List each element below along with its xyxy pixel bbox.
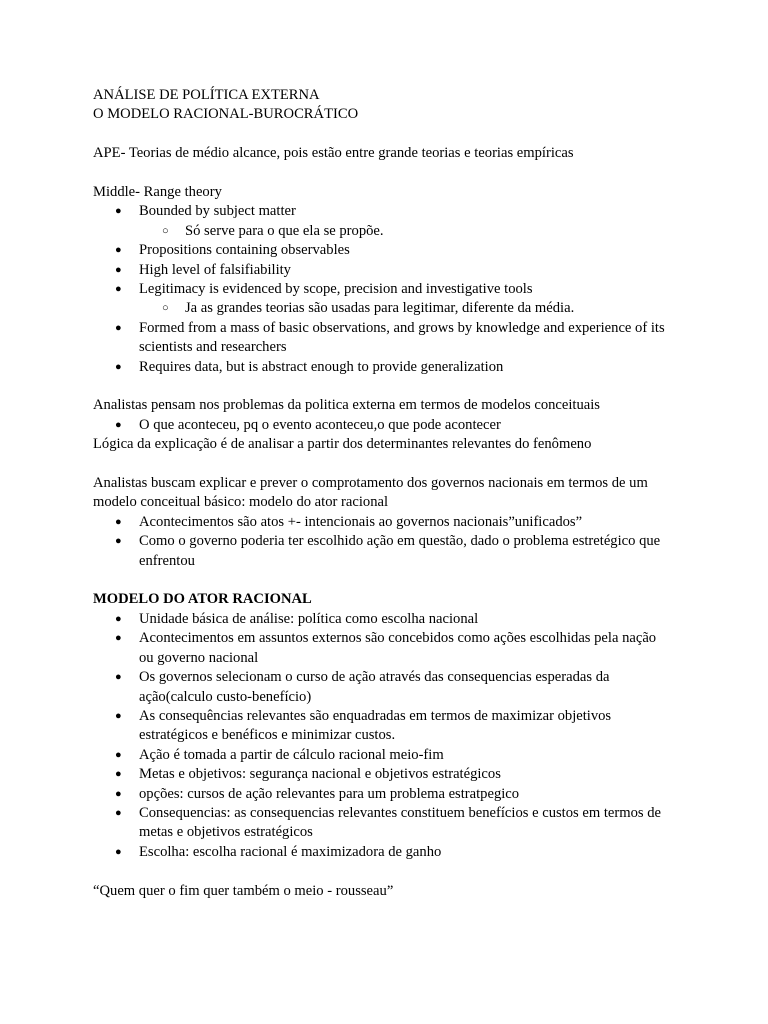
title-line-2: O MODELO RACIONAL-BUROCRÁTICO bbox=[93, 106, 359, 123]
bullet-icon: ● bbox=[115, 709, 122, 722]
bullet-icon: ● bbox=[115, 671, 122, 684]
bullet-icon: ● bbox=[115, 205, 122, 218]
list-item: ● Formed from a mass of basic observations, and grows by knowledge and experience of its scientists and researchers bbox=[115, 319, 665, 356]
bullet-icon: ● bbox=[115, 263, 122, 276]
list-item: ● opções: cursos de ação relevantes para um problema estratpegico bbox=[93, 785, 673, 804]
list-item: ● Os governos selecionam o curso de ação através das consequencias esperadas da ação(calculo custo-benefício) bbox=[115, 669, 610, 705]
sub-list-item: ○ Ja as grandes teorias são usadas para legitimar, diferente da média. bbox=[93, 299, 673, 318]
rational-actor-heading: MODELO DO ATOR RACIONAL bbox=[93, 591, 312, 608]
list-item: ● Acontecimentos em assuntos externos são concebidos como ações escolhidas pela nação ou governo nacional bbox=[115, 630, 657, 666]
list-item: ● As consequências relevantes são enquadradas em termos de maximizar objetivos estratégicos e benéficos e minimizar custos. bbox=[115, 707, 612, 744]
bullet-icon: ● bbox=[115, 515, 122, 528]
list-item: ● Requires data, but is abstract enough to provide generalization bbox=[93, 358, 673, 377]
bullet-icon: ● bbox=[115, 748, 122, 761]
analysts-models-line: Analistas pensam nos problemas da politica externa em termos de modelos conceituais bbox=[93, 397, 600, 414]
bullet-icon: ● bbox=[115, 612, 122, 625]
bullet-icon: ● bbox=[115, 768, 122, 781]
document-body bbox=[93, 86, 673, 901]
sub-list-item: ○ Só serve para o que ela se propõe. bbox=[93, 222, 673, 241]
title-line-1: ANÁLISE DE POLÍTICA EXTERNA bbox=[93, 87, 320, 103]
analysts-explain-list bbox=[93, 513, 673, 571]
bullet-icon: ● bbox=[115, 535, 122, 548]
rational-actor-list bbox=[93, 610, 673, 862]
analysts-explain-line: Analistas buscam explicar e prever o comprotamento dos governos nacionais em termos de um modelo conceitual básico: modelo do ator racional bbox=[93, 475, 648, 511]
bullet-icon: ● bbox=[115, 283, 122, 296]
bullet-icon: ● bbox=[115, 632, 122, 645]
bullet-icon: ● bbox=[115, 321, 122, 334]
middle-range-heading: Middle- Range theory bbox=[93, 184, 222, 200]
bullet-icon: ● bbox=[115, 845, 122, 858]
list-item: ● High level of falsifiability bbox=[93, 261, 673, 280]
list-item: ● Ação é tomada a partir de cálculo racional meio-fim bbox=[93, 746, 673, 765]
list-item: ● Consequencias: as consequencias relevantes constituem benefícios e custos em termos de metas e objetivos estratégicos bbox=[115, 804, 661, 841]
list-item: ● Unidade básica de análise: política como escolha nacional bbox=[93, 610, 673, 629]
middle-range-list bbox=[93, 202, 673, 377]
ape-definition: APE- Teorias de médio alcance, pois estão entre grande teorias e teorias empíricas bbox=[93, 145, 574, 162]
list-item: ● O que aconteceu, pq o evento aconteceu,o que pode acontecer bbox=[93, 416, 673, 435]
list-item: ● Legitimacy is evidenced by scope, precision and investigative tools ○ Ja as grandes teorias são usadas para legitimar, diferente da média. bbox=[93, 280, 673, 319]
rousseau-quote: “Quem quer o fim quer também o meio - rousseau” bbox=[93, 882, 394, 899]
list-item: ● Como o governo poderia ter escolhido ação em questão, dado o problema estretégico que enfrentou bbox=[115, 533, 661, 569]
bullet-icon: ● bbox=[115, 418, 122, 431]
bullet-icon: ● bbox=[115, 787, 122, 800]
circle-bullet-icon: ○ bbox=[162, 224, 169, 237]
bullet-icon: ● bbox=[115, 360, 122, 373]
explanation-logic-line: Lógica da explicação é de analisar a partir dos determinantes relevantes do fenômeno bbox=[93, 436, 592, 453]
bullet-icon: ● bbox=[115, 244, 122, 257]
bullet-icon: ● bbox=[115, 806, 122, 819]
list-item: ● Escolha: escolha racional é maximizadora de ganho bbox=[93, 843, 673, 862]
list-item: ● Propositions containing observables bbox=[93, 241, 673, 260]
circle-bullet-icon: ○ bbox=[162, 302, 169, 315]
list-item: ● Metas e objetivos: segurança nacional e objetivos estratégicos bbox=[93, 765, 673, 784]
list-item: ● Acontecimentos são atos +- intencionais ao governos nacionais”unificados” bbox=[93, 513, 673, 532]
list-item: ● Bounded by subject matter ○ Só serve para o que ela se propõe. bbox=[93, 202, 673, 241]
analysts-models-list bbox=[93, 416, 673, 435]
